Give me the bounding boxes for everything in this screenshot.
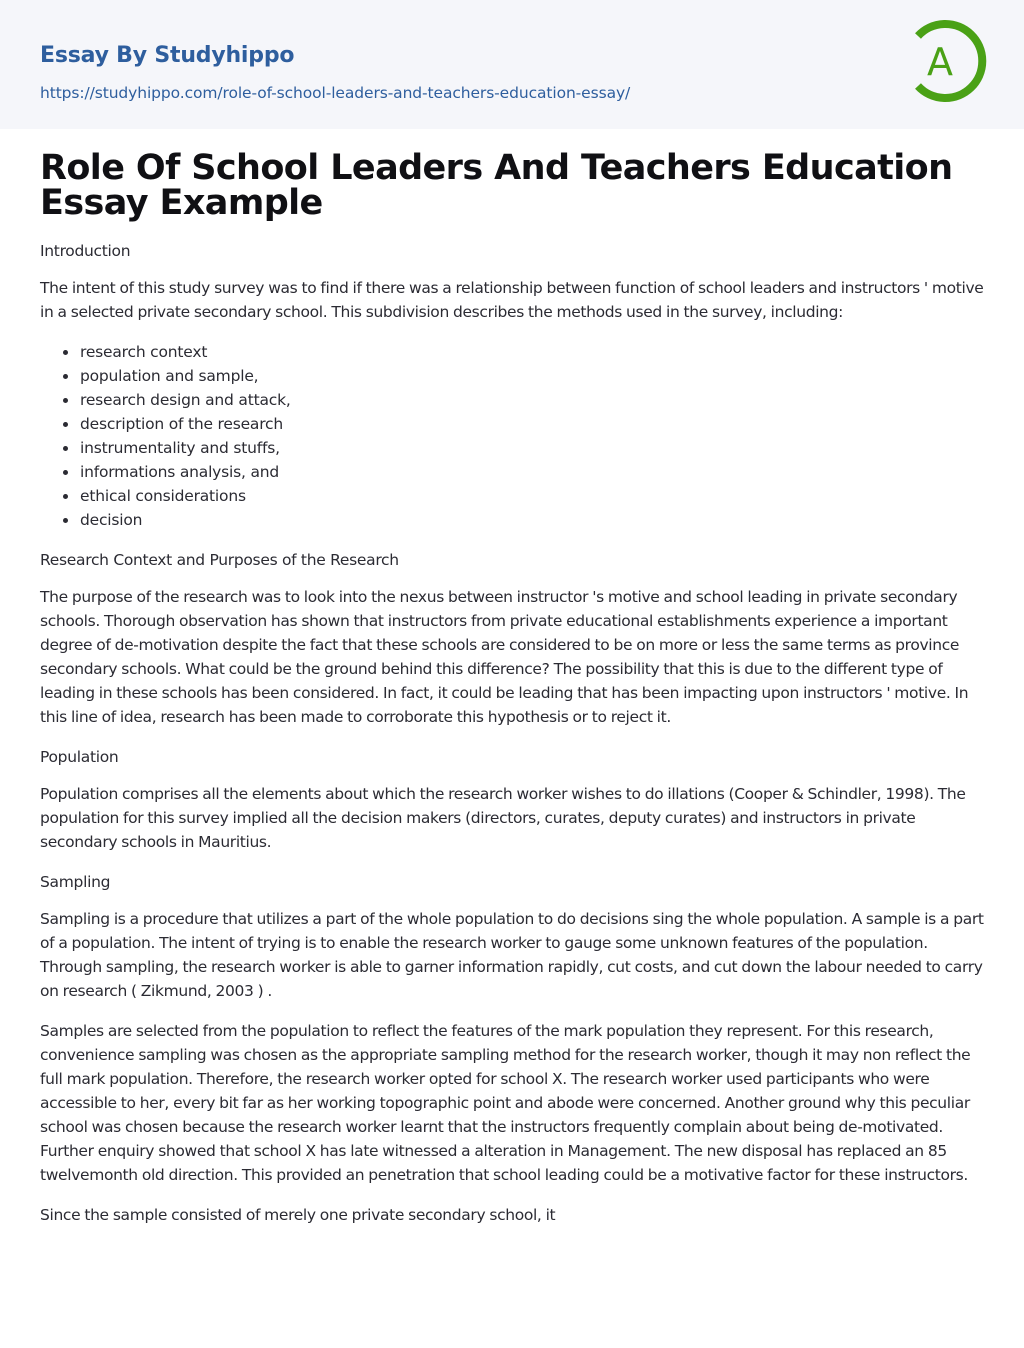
paragraph: Samples are selected from the population to reflect the features of the mark population they represent. For this research, convenience sampling was chosen as the appropriate sampling method for the research worker, though it may non reflect the full mark population. Therefore, the research worker opted for school X. The research worker used participants who were accessible to her, every bit far as her working topographic point and abode were concerned. Another ground why this peculiar school was chosen because the research worker learnt that the instructors frequently complain about being de-motivated. Further enquiry showed that school X has late witnessed a alteration in Management. The new disposal has replaced an 85 twelvemonth old direction. This provided an penetration that school leading could be a motivative factor for these instructors. bbox=[40, 1022, 971, 1184]
list-item: decision bbox=[80, 508, 984, 532]
section-heading-introduction: Introduction bbox=[40, 242, 131, 260]
paragraph: Sampling is a procedure that utilizes a part of the whole population to do decisions sing the whole population. A sample is a part of a population. The intent of trying is to enable the research worker to gauge some unknown features of the population. Through sampling, the research worker is able to garner information rapidly, cut costs, and cut down the labour needed to carry on research ( Zikmund, 2003 ) . bbox=[40, 910, 984, 1000]
list-item: informations analysis, and bbox=[80, 460, 984, 484]
paragraph: The purpose of the research was to look into the nexus between instructor 's motive and school leading in private secondary schools. Thorough observation has shown that instructors from private educational establishments experience a important degree of de-motivation despite the fact that these schools are considered to be on more or less the same terms as province secondary schools. What could be the ground behind this difference? The possibility that this is due to the different type of leading in these schools has been considered. In fact, it could be leading that has been impacting upon instructors ' motive. In this line of idea, research has been made to corroborate this hypothesis or to reject it. bbox=[40, 588, 969, 726]
article-content bbox=[0, 129, 1024, 1227]
section-heading-population: Population bbox=[40, 748, 119, 766]
site-header bbox=[0, 0, 1024, 129]
paragraph: The intent of this study survey was to find if there was a relationship between function of school leaders and instructors ' motive in a selected private secondary school. This subdivision describes the methods used in the survey, including: bbox=[40, 279, 984, 321]
page-title: Role Of School Leaders And Teachers Education Essay Example bbox=[40, 148, 953, 223]
list-item: instrumentality and stuffs, bbox=[80, 436, 984, 460]
list-item: description of the research bbox=[80, 412, 984, 436]
section-heading-sampling: Sampling bbox=[40, 873, 111, 891]
list-item: population and sample, bbox=[80, 364, 984, 388]
methods-list bbox=[40, 340, 984, 532]
list-item: ethical considerations bbox=[80, 484, 984, 508]
list-item: research context bbox=[80, 340, 984, 364]
paragraph: Since the sample consisted of merely one private secondary school, it bbox=[40, 1206, 556, 1224]
list-item: research design and attack, bbox=[80, 388, 984, 412]
studyhippo-a-logo-icon[interactable] bbox=[903, 18, 989, 104]
svg-text:A: A bbox=[927, 40, 953, 84]
paragraph: Population comprises all the elements about which the research worker wishes to do illations (Cooper & Schindler, 1998). The population for this survey implied all the decision makers (directors, curates, deputy curates) and instructors in private secondary schools in Mauritius. bbox=[40, 785, 966, 851]
essay-url-link[interactable]: https://studyhippo.com/role-of-school-leaders-and-teachers-education-essay/ bbox=[40, 84, 631, 102]
section-heading-research-context: Research Context and Purposes of the Research bbox=[40, 551, 399, 569]
brand-title: Essay By Studyhippo bbox=[40, 43, 295, 68]
